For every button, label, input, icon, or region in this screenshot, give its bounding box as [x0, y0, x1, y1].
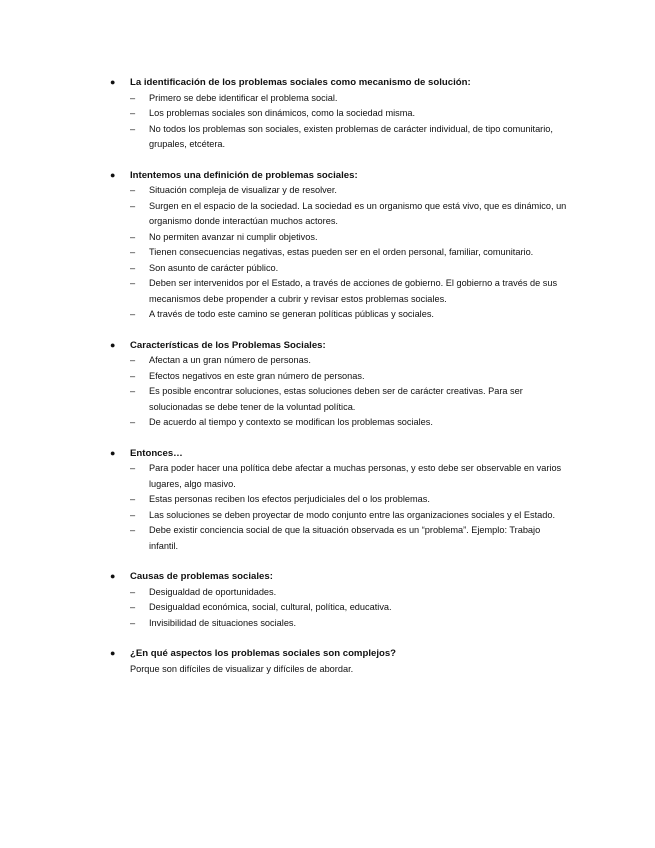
dash-icon: –	[130, 386, 136, 396]
dash-icon: –	[130, 92, 136, 103]
bullet-icon: ●	[110, 447, 116, 458]
item-text: Las soluciones se deben proyectar de modo conjunto entre las organizaciones sociales y el Estado.	[149, 509, 556, 520]
item-list	[110, 461, 570, 554]
list-item	[110, 600, 570, 616]
section-caracteristicas	[110, 338, 570, 431]
item-text: Debe existir conciencia social de que la situación observada es un “problema”. Ejemplo: Trabajo infantil.	[149, 525, 541, 551]
list-item	[110, 307, 570, 323]
list-item	[110, 492, 570, 508]
item-list	[110, 353, 570, 431]
section-complejos	[110, 646, 570, 677]
item-text: De acuerdo al tiempo y contexto se modifican los problemas sociales.	[149, 417, 433, 427]
list-item	[110, 523, 570, 554]
dash-icon: –	[130, 355, 136, 365]
section-causas	[110, 569, 570, 631]
list-item	[110, 199, 570, 230]
list-item	[110, 122, 570, 153]
list-item	[110, 461, 570, 492]
section-entonces	[110, 446, 570, 555]
bullet-icon: ●	[110, 77, 116, 87]
section-heading	[110, 75, 570, 91]
section-identificacion	[110, 75, 570, 153]
item-text: A través de todo este camino se generan políticas públicas y sociales.	[149, 309, 434, 319]
list-item	[110, 106, 570, 122]
item-text: Invisibilidad de situaciones sociales.	[149, 617, 297, 628]
dash-icon: –	[130, 586, 136, 597]
item-text: Tienen consecuencias negativas, estas pueden ser en el orden personal, familiar, comunitario.	[149, 247, 534, 257]
list-item	[110, 585, 570, 601]
list-item	[110, 245, 570, 261]
item-text: Primero se debe identificar el problema social.	[149, 92, 338, 103]
section-heading	[110, 446, 570, 462]
dash-icon: –	[130, 370, 136, 381]
item-text: Son asunto de carácter público.	[149, 262, 279, 273]
list-item	[110, 261, 570, 277]
dash-icon: –	[130, 278, 136, 288]
dash-icon: –	[130, 262, 136, 273]
heading-text: ¿En qué aspectos los problemas sociales son complejos?	[130, 648, 397, 659]
list-item	[110, 276, 570, 307]
list-item	[110, 91, 570, 107]
list-item	[110, 415, 570, 431]
bullet-icon: ●	[110, 169, 116, 180]
dash-icon: –	[130, 494, 136, 504]
bullet-icon: ●	[110, 571, 116, 581]
item-text: Situación compleja de visualizar y de resolver.	[149, 185, 337, 195]
list-item	[110, 616, 570, 632]
list-item	[110, 183, 570, 199]
bullet-icon: ●	[110, 648, 116, 658]
section-heading	[110, 338, 570, 354]
document-body	[110, 75, 570, 692]
section-heading	[110, 646, 570, 662]
item-text: Desigualdad económica, social, cultural, política, educativa.	[149, 602, 392, 612]
item-text: Efectos negativos en este gran número de personas.	[149, 370, 365, 381]
list-item	[110, 230, 570, 246]
item-text: Deben ser intervenidos por el Estado, a través de acciones de gobierno. El gobierno a través de sus mecanismos debe propender a cubrir y revisar estos problemas sociales.	[149, 278, 558, 304]
dash-icon: –	[130, 247, 136, 257]
item-text: Afectan a un gran número de personas.	[149, 355, 311, 365]
list-item	[110, 508, 570, 524]
dash-icon: –	[130, 123, 136, 134]
item-text: Los problemas sociales son dinámicos, como la sociedad misma.	[149, 108, 416, 118]
dash-icon: –	[130, 108, 136, 118]
section-heading	[110, 168, 570, 184]
section-definicion	[110, 168, 570, 323]
bullet-icon: ●	[110, 339, 116, 350]
dash-icon: –	[130, 200, 136, 211]
list-item	[110, 369, 570, 385]
heading-text: Causas de problemas sociales:	[130, 571, 273, 582]
item-text: Es posible encontrar soluciones, estas soluciones deben ser de carácter creativas. Para ser solucionadas se debe tener de la voluntad política.	[149, 386, 523, 412]
dash-icon: –	[130, 463, 136, 473]
dash-icon: –	[130, 525, 136, 535]
item-list	[110, 585, 570, 632]
item-text: No permiten avanzar ni cumplir objetivos.	[149, 231, 318, 242]
heading-text: Intentemos una definición de problemas sociales:	[130, 169, 358, 181]
item-list	[110, 183, 570, 323]
item-text: No todos los problemas son sociales, existen problemas de carácter individual, de tipo comunitario, grupales, etcétera.	[149, 123, 553, 149]
heading-text: La identificación de los problemas sociales como mecanismo de solución:	[130, 77, 471, 88]
item-text: Surgen en el espacio de la sociedad. La sociedad es un organismo que está vivo, que es dinámico, un organismo donde interactúan muchos actores.	[149, 200, 567, 226]
item-text: Desigualdad de oportunidades.	[149, 586, 277, 597]
dash-icon: –	[130, 617, 136, 628]
dash-icon: –	[130, 417, 136, 427]
section-heading	[110, 569, 570, 585]
item-text: Para poder hacer una política debe afectar a muchas personas, y esto debe ser observable en varios lugares, algo masivo.	[149, 463, 562, 489]
dash-icon: –	[130, 509, 136, 520]
item-list	[110, 91, 570, 153]
answer-text: Porque son difíciles de visualizar y difíciles de abordar.	[130, 663, 354, 674]
list-item	[110, 384, 570, 415]
list-item	[110, 353, 570, 369]
dash-icon: –	[130, 602, 136, 612]
dash-icon: –	[130, 185, 136, 195]
item-text: Estas personas reciben los efectos perjudiciales del o los problemas.	[149, 494, 430, 504]
dash-icon: –	[130, 309, 136, 319]
heading-text: Características de los Problemas Sociales:	[130, 339, 326, 351]
heading-text: Entonces…	[130, 447, 183, 459]
dash-icon: –	[130, 231, 136, 242]
